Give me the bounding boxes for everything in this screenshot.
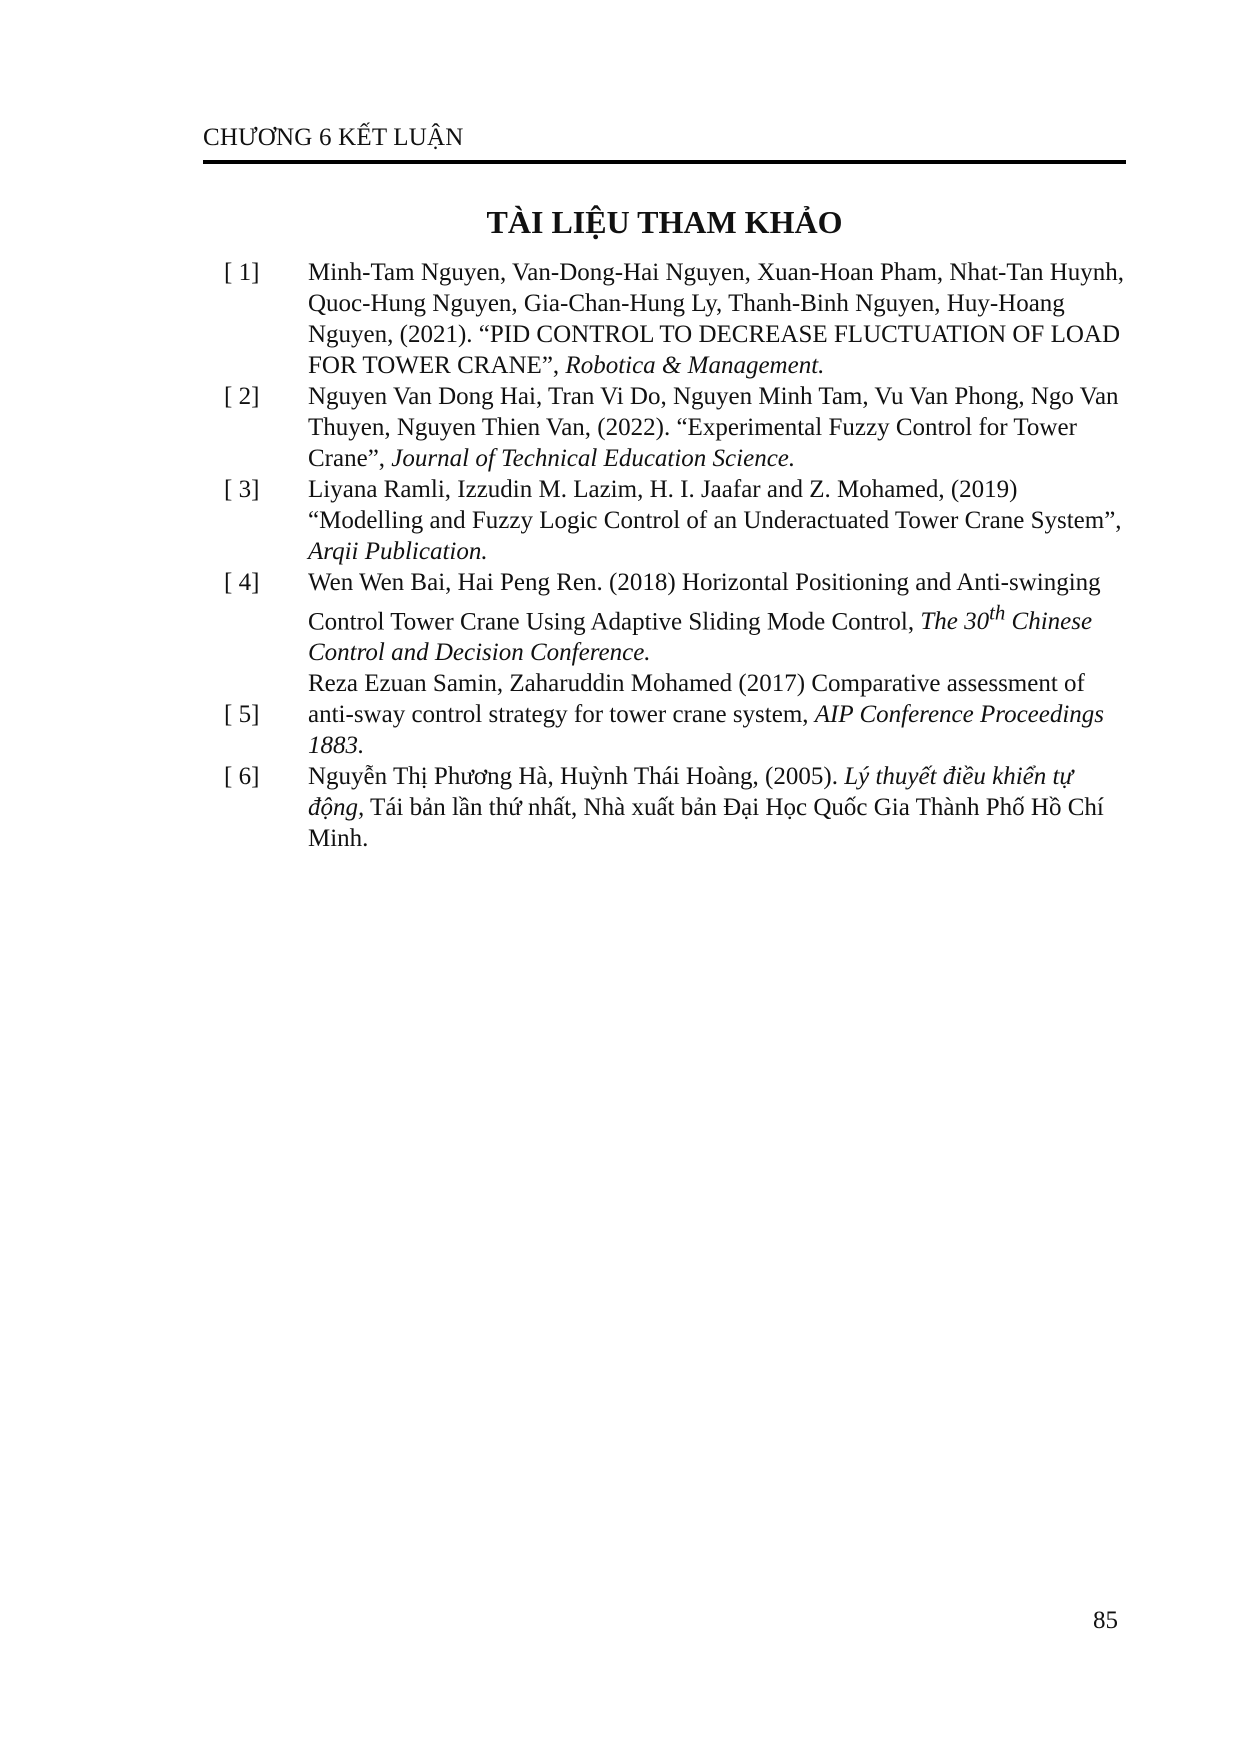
- reference-text: Reza Ezuan Samin, Zaharuddin Mohamed (2017) Comparative assessment of anti-sway control strategy for tower crane system,: [308, 670, 1085, 729]
- reference-number: [ 3]: [224, 476, 260, 503]
- reference-body: [308, 668, 1129, 761]
- reference-number: [ 6]: [224, 763, 260, 791]
- reference-item: [224, 761, 1129, 854]
- reference-text: Nguyễn Thị Phương Hà, Huỳnh Thái Hoàng, (2005).: [308, 763, 845, 791]
- reference-source: AIP Conference Proceedings 1883.: [308, 701, 1105, 760]
- page-title: TÀI LIỆU THAM KHẢO: [486, 204, 843, 240]
- reference-item: [224, 668, 1129, 761]
- reference-body: [308, 257, 1129, 381]
- reference-item: [224, 567, 1129, 668]
- reference-source-superscript: th: [989, 601, 1006, 625]
- reference-body: [308, 761, 1129, 854]
- reference-item: [224, 474, 1129, 567]
- reference-source-part: Chinese Control and Decision Conference.: [308, 608, 1093, 667]
- reference-text-after: Tái bản lần thứ nhất, Nhà xuất bản Đại Học Quốc Gia Thành Phố Hồ Chí Minh.: [308, 794, 1104, 853]
- reference-body: [308, 381, 1129, 474]
- reference-number: [ 5]: [224, 701, 260, 729]
- running-header: CHƯƠNG 6 KẾT LUẬN: [203, 124, 464, 151]
- reference-item: [224, 381, 1129, 474]
- reference-body: [308, 474, 1129, 567]
- reference-text: Wen Wen Bai, Hai Peng Ren. (2018) Horizontal Positioning and Anti-swinging Control Tower Crane Using Adaptive Sliding Mode Control,: [308, 569, 1101, 636]
- reference-source: Arqii Publication.: [308, 538, 488, 565]
- reference-source: Robotica & Management.: [565, 352, 825, 379]
- page-number: 85: [1093, 1607, 1118, 1634]
- reference-source-part: The 30: [920, 608, 990, 636]
- reference-text: Minh-Tam Nguyen, Van-Dong-Hai Nguyen, Xuan-Hoan Pham, Nhat-Tan Huynh, Quoc-Hung Nguyen, Gia-Chan-Hung Ly, Thanh-Binh Nguyen, Huy-Hoang Nguyen, (2021). “PID CONTROL TO DECREASE FLUCTUATION OF LOAD FOR TOWER CRANE”,: [308, 259, 1125, 379]
- reference-text: Liyana Ramli, Izzudin M. Lazim, H. I. Jaafar and Z. Mohamed, (2019) “Modelling and Fuzzy Logic Control of an Underactuated Tower Crane System”,: [308, 476, 1122, 534]
- reference-text: Nguyen Van Dong Hai, Tran Vi Do, Nguyen Minh Tam, Vu Van Phong, Ngo Van Thuyen, Nguyen Thien Van, (2022). “Experimental Fuzzy Control for Tower Crane”,: [308, 383, 1119, 472]
- reference-source: Journal of Technical Education Science.: [391, 445, 796, 472]
- reference-list: [224, 257, 1129, 854]
- reference-number: [ 1]: [224, 259, 260, 286]
- reference-source: Lý thuyết điều khiển tự động,: [308, 763, 1074, 822]
- reference-body: [308, 567, 1129, 668]
- reference-number: [ 4]: [224, 569, 260, 596]
- header-rule: [203, 160, 1126, 164]
- reference-item: [224, 257, 1129, 381]
- reference-number: [ 2]: [224, 383, 260, 410]
